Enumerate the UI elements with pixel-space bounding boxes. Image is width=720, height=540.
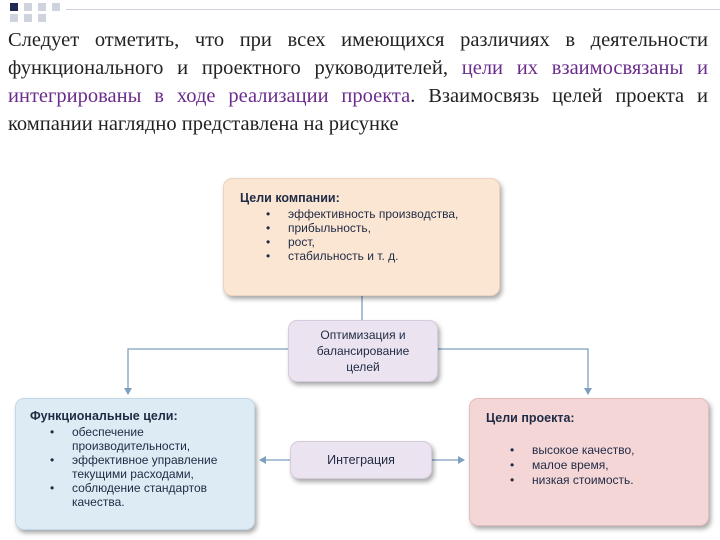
project-goals-title: Цели проекта: [486, 411, 575, 425]
list-item: • обеспечение производительности, [72, 425, 240, 453]
list-item: • прибыльность, [288, 221, 483, 235]
functional-goals-title: Функциональные цели: [30, 409, 178, 423]
list-item: • стабильность и т. д. [288, 249, 483, 263]
arrow-to-functional [128, 349, 288, 394]
arrow-to-project [438, 349, 588, 394]
optimization-box [288, 320, 438, 382]
list-item: • рост, [288, 235, 483, 249]
functional-goals-list [72, 425, 240, 509]
list-item: • низкая стоимость. [532, 473, 692, 487]
company-goals-box [223, 178, 500, 296]
list-item: • высокое качество, [532, 443, 692, 457]
integration-label: Интеграция [327, 453, 395, 467]
company-goals-list [288, 207, 483, 263]
project-goals-box [469, 398, 709, 526]
company-goals-title: Цели компании: [240, 191, 340, 205]
paragraph-text-end: . Взаимосвязь целей проекта и компании наглядно представлена на рисунке [8, 85, 708, 135]
list-item: • соблюдение стандартов качества. [72, 481, 240, 509]
optimization-line: балансирование [316, 344, 410, 358]
project-goals-list [532, 443, 692, 487]
list-item: • эффективность производства, [288, 207, 483, 221]
paragraph-text: Следует отметить, что при всех имеющихся различиях в деятельности функционального и проектного руководителей, [8, 29, 708, 79]
functional-goals-box [15, 398, 255, 530]
paragraph-highlight: цели их взаимосвязаны и интегрированы в ходе реализации проекта [8, 57, 709, 107]
integration-box [290, 441, 432, 479]
list-item: • эффективное управление текущими расходами, [72, 453, 240, 481]
optimization-line: Оптимизация и [320, 328, 406, 342]
list-item: • малое время, [532, 458, 692, 472]
optimization-line: целей [346, 360, 380, 374]
